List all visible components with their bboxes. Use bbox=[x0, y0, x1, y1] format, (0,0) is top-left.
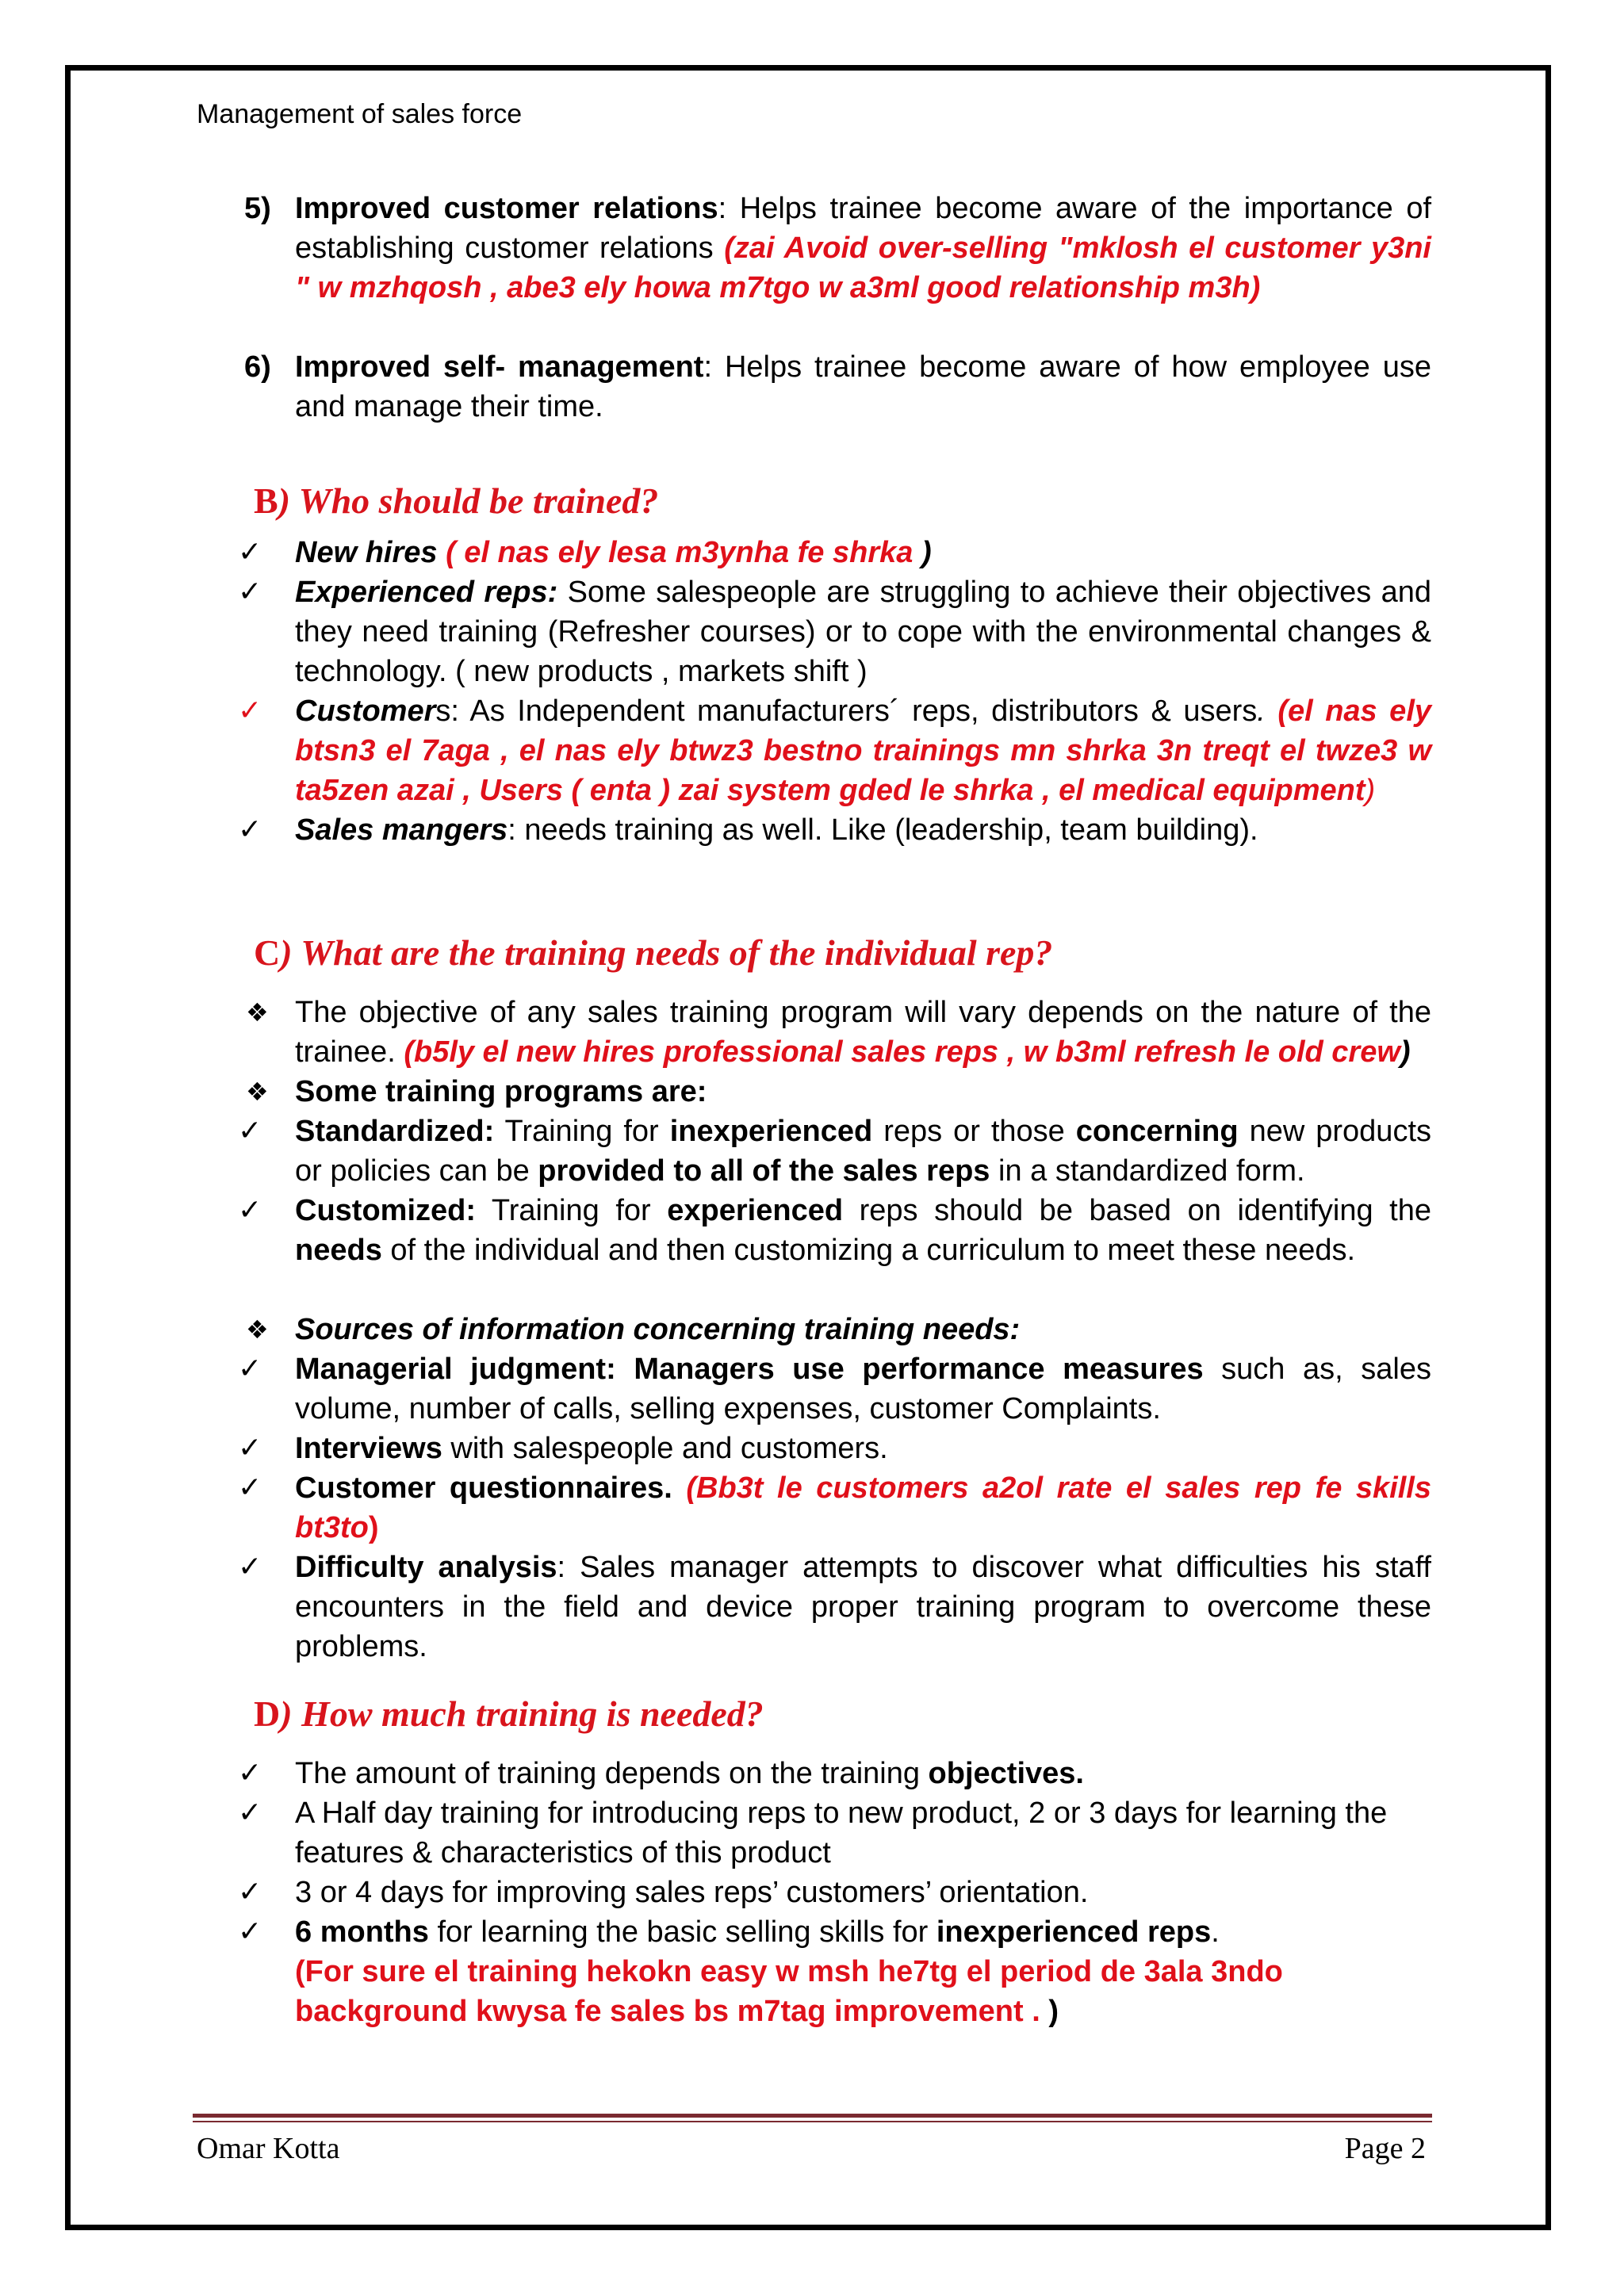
list-item-programs-heading bbox=[238, 1072, 1431, 1112]
list-item-sources-heading bbox=[238, 1310, 1431, 1349]
section-title: ) Who should be trained? bbox=[278, 480, 659, 521]
check-icon: ✓ bbox=[238, 1353, 262, 1385]
item-text: 3 or 4 days for improving sales reps’ customers’ orientation. bbox=[295, 1876, 1089, 1909]
footer-rule bbox=[193, 2114, 1432, 2118]
check-icon: ✓ bbox=[238, 1915, 262, 1948]
section-b-heading bbox=[254, 477, 1431, 525]
item-dot: . bbox=[1257, 695, 1266, 728]
item-number: 5) bbox=[244, 192, 271, 225]
bold-term: needs bbox=[295, 1234, 382, 1267]
check-icon: ✓ bbox=[238, 1876, 262, 1908]
item-text: : Helps trainee become aware of the importance of establishing customer relations bbox=[295, 192, 1432, 265]
section-letter: D bbox=[254, 1693, 281, 1734]
bold-term: inexperienced reps bbox=[936, 1915, 1212, 1949]
check-icon: ✓ bbox=[238, 1797, 262, 1829]
bold-term: experienced bbox=[667, 1194, 844, 1227]
check-icon: ✓ bbox=[238, 1471, 262, 1504]
check-icon: ✓ bbox=[238, 1757, 262, 1789]
item-heading: Customized: bbox=[295, 1194, 476, 1227]
list-item-customer-questionnaires bbox=[238, 1468, 1431, 1548]
item-text: : needs training as well. Like (leadership, team building). bbox=[508, 813, 1258, 847]
item-text: The objective of any sales training program will vary depends on the nature of the trainee. bbox=[295, 996, 1431, 1069]
red-note: ( el nas ely lesa m3ynha fe shrka bbox=[437, 536, 921, 569]
list-item-standardized bbox=[238, 1112, 1431, 1191]
check-icon: ✓ bbox=[238, 576, 262, 608]
item-text: : Sales manager attempts to discover what difficulties his staff encounters in the field and device proper training program to overcome these problems. bbox=[295, 1551, 1431, 1663]
check-icon: ✓ bbox=[238, 1432, 262, 1464]
red-note: (b5ly el new hires professional sales reps , w b3ml refresh le old crew bbox=[404, 1035, 1400, 1069]
list-item-half-day bbox=[238, 1793, 1431, 1873]
item-heading: Experienced reps: bbox=[295, 576, 558, 609]
diamond-bullet-icon: ❖ bbox=[246, 1314, 269, 1345]
section-title: ) How much training is needed? bbox=[280, 1693, 764, 1734]
footer-rule-thin bbox=[193, 2121, 1432, 2122]
paren-close: ) bbox=[368, 1511, 379, 1544]
check-icon: ✓ bbox=[238, 536, 262, 568]
item-heading: New hires bbox=[295, 536, 438, 569]
item-text: s: As Independent manufacturers´ reps, distributors & users bbox=[435, 695, 1258, 728]
diamond-bullet-icon: ❖ bbox=[246, 997, 269, 1027]
section-d-heading bbox=[254, 1690, 1431, 1738]
item-text: new products or policies can be bbox=[295, 1115, 1431, 1188]
list-item-experienced-reps bbox=[238, 572, 1431, 691]
item-text: Training for bbox=[476, 1194, 668, 1227]
list-item-amount bbox=[238, 1754, 1431, 1793]
item-text: : Helps trainee become aware of how employee use and manage their time. bbox=[295, 350, 1431, 423]
list-item-customers bbox=[238, 691, 1431, 810]
item-text: in a standardized form. bbox=[990, 1154, 1305, 1188]
item-heading: Sales mangers bbox=[295, 813, 508, 847]
page-header: Management of sales force bbox=[197, 99, 523, 129]
list-item-six-months bbox=[238, 1912, 1431, 2031]
list-item-difficulty-analysis bbox=[238, 1548, 1431, 1667]
list-item-customized bbox=[238, 1191, 1431, 1270]
bold-term: inexperienced bbox=[669, 1115, 873, 1148]
item-heading: Improved self- management bbox=[295, 350, 704, 384]
item-heading: Managerial judgment: Managers use performance measures bbox=[295, 1353, 1204, 1386]
list-item-new-hires bbox=[238, 533, 1431, 572]
item-text: Training for bbox=[494, 1115, 670, 1148]
check-icon: ✓ bbox=[238, 695, 262, 727]
item-number: 6) bbox=[244, 350, 271, 384]
red-note: (For sure el training hekokn easy w msh he7tg el period de 3ala 3ndo background kwysa fe sales bs m7tag improvement . bbox=[295, 1955, 1283, 2028]
list-item-improved-customer-relations bbox=[238, 189, 1431, 308]
red-note: (zai Avoid over-selling "mklosh el customer y3ni " w mzhqosh , abe3 ely howa m7tgo w a3ml good relationship m3h) bbox=[295, 232, 1431, 304]
paren-close: ) bbox=[1400, 1035, 1411, 1069]
item-heading: Improved customer relations bbox=[295, 192, 718, 225]
item-heading: Standardized: bbox=[295, 1115, 495, 1148]
item-text: reps or those bbox=[872, 1115, 1076, 1148]
check-icon: ✓ bbox=[238, 1115, 262, 1147]
item-text: Some salespeople are struggling to achieve their objectives and they need training (Refresher courses) or to cope with the environmental changes & technology. ( new products , markets shift ) bbox=[295, 576, 1432, 688]
item-heading: Some training programs are: bbox=[295, 1075, 707, 1108]
check-icon: ✓ bbox=[238, 1551, 262, 1583]
footer-author: Omar Kotta bbox=[197, 2132, 340, 2165]
item-text: The amount of training depends on the training bbox=[295, 1757, 929, 1790]
list-item-objective bbox=[238, 993, 1431, 1072]
list-item-three-four-days bbox=[238, 1873, 1431, 1912]
list-item-managerial-judgment bbox=[238, 1349, 1431, 1429]
item-text: with salespeople and customers. bbox=[442, 1432, 888, 1465]
item-heading: Customer bbox=[295, 695, 436, 728]
item-text: such as, sales volume, number of calls, selling expenses, customer Complaints. bbox=[295, 1353, 1432, 1425]
paren-close: ) bbox=[1048, 1995, 1059, 2028]
section-c-heading bbox=[254, 929, 1431, 977]
item-text: reps should be based on identifying the bbox=[843, 1194, 1431, 1227]
item-text: for learning the basic selling skills for bbox=[428, 1915, 936, 1949]
item-text: of the individual and then customizing a curriculum to meet these needs. bbox=[381, 1234, 1356, 1267]
item-text: . bbox=[1211, 1915, 1220, 1949]
list-item-improved-self-management bbox=[238, 347, 1431, 427]
item-heading: Difficulty analysis bbox=[295, 1551, 557, 1584]
page-content bbox=[238, 189, 1431, 2031]
list-item-interviews bbox=[238, 1429, 1431, 1468]
bold-term: provided to all of the sales reps bbox=[538, 1154, 990, 1188]
list-item-sales-managers bbox=[238, 810, 1431, 850]
item-text: A Half day training for introducing reps to new product, 2 or 3 days for learning the features & characteristics of this product bbox=[295, 1797, 1388, 1869]
bold-term: concerning bbox=[1075, 1115, 1239, 1148]
check-icon: ✓ bbox=[238, 1194, 262, 1226]
check-icon: ✓ bbox=[238, 813, 262, 846]
section-letter: C bbox=[254, 932, 281, 973]
red-note: (el nas ely btsn3 el 7aga , el nas ely btwz3 bestno trainings mn shrka 3n treqt el twze3 w ta5zen azai , Users ( enta ) zai system gded le shrka , el medical equipment bbox=[295, 695, 1432, 807]
paren-close: ) bbox=[921, 536, 932, 569]
bold-term: objectives. bbox=[928, 1757, 1084, 1790]
diamond-bullet-icon: ❖ bbox=[246, 1077, 269, 1107]
item-heading: Interviews bbox=[295, 1432, 442, 1465]
paren-close: ) bbox=[1365, 774, 1376, 807]
item-heading: Customer questionnaires. bbox=[295, 1471, 672, 1505]
bold-term: 6 months bbox=[295, 1915, 429, 1949]
item-heading: Sources of information concerning training needs: bbox=[295, 1313, 1021, 1346]
section-letter: B bbox=[254, 480, 278, 521]
red-note: (Bb3t le customers a2ol rate el sales rep fe skills bt3to bbox=[295, 1471, 1431, 1544]
section-title: ) What are the training needs of the individual rep? bbox=[280, 932, 1053, 973]
page-number: Page 2 bbox=[1344, 2132, 1426, 2165]
